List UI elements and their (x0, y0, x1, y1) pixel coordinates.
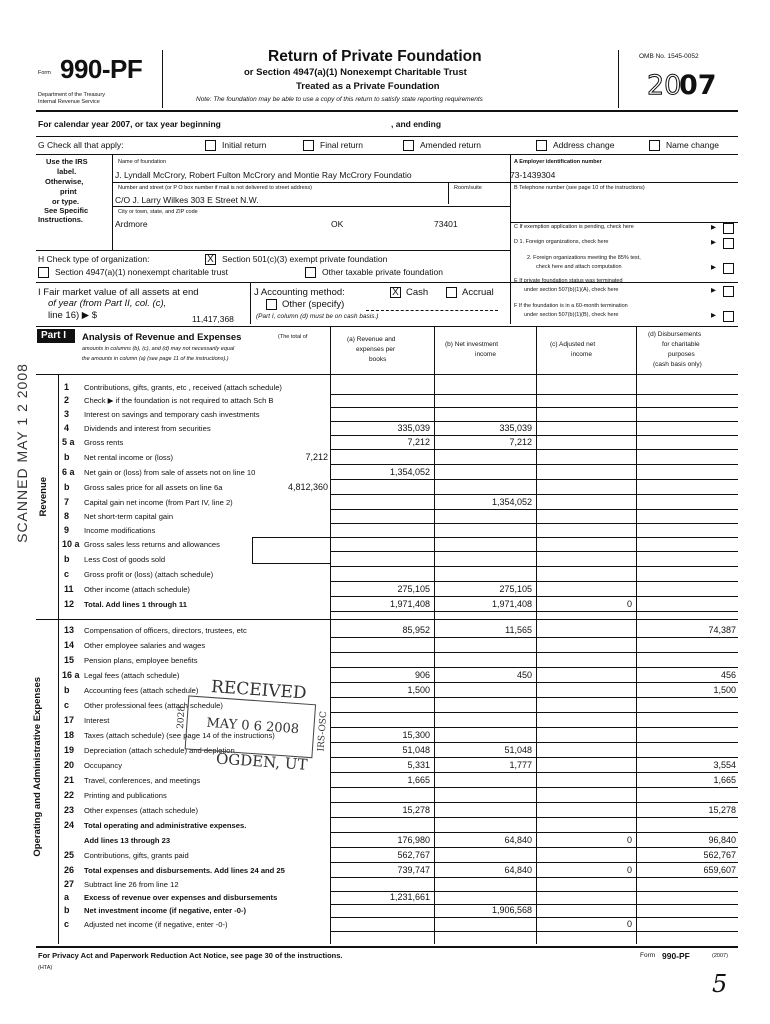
omb-number: OMB No. 1545-0052 (639, 53, 699, 60)
part-i-title: Analysis of Revenue and Expenses (82, 332, 242, 343)
line-number: b (64, 905, 70, 915)
foreign-org-caption: D 1. Foreign organizations, check here (514, 239, 609, 245)
line-number: 17 (64, 715, 75, 725)
line-description: Adjusted net income (if negative, enter -0-) (84, 920, 228, 929)
amount-col-a[interactable]: 562,767 (397, 850, 430, 860)
line-number: a (64, 892, 70, 902)
city-caption: City or town, state, and ZIP code (118, 209, 198, 215)
termination-60-caption-1: F If the foundation is in a 60-month termination (514, 303, 628, 309)
final-return-checkbox[interactable] (303, 140, 314, 151)
col-d-header-2: for charitable (662, 341, 700, 348)
col-a-header-1: (a) Revenue and (347, 336, 396, 343)
line-number: 20 (64, 760, 75, 770)
col-d-header-4: (cash basis only) (653, 361, 702, 368)
line-number: 10 a (62, 539, 80, 549)
amount-col-d[interactable]: 1,665 (713, 775, 736, 785)
zip-code: 73401 (434, 219, 458, 229)
amount-col-b[interactable]: 11,565 (505, 625, 532, 635)
terminated-caption-1: E If private foundation status was terminated (514, 278, 623, 284)
amount-col-c[interactable]: 0 (626, 835, 632, 845)
line-description: Subtract line 26 from line 12 (84, 880, 179, 889)
amount-col-b[interactable]: 64,840 (504, 865, 532, 875)
calendar-year-line: For calendar year 2007, or tax year beginning (38, 119, 221, 129)
amount-col-c[interactable]: 0 (626, 865, 632, 875)
form-note: Note: The foundation may be able to use a copy of this return to satisfy state reporting requirements (196, 96, 483, 103)
amount-col-a[interactable]: 1,971,408 (389, 599, 430, 609)
line-number: 25 (64, 850, 75, 860)
label-block-7: Instructions. (38, 215, 84, 224)
label-block-5: or type. (52, 197, 80, 206)
line-number: 1 (64, 382, 70, 392)
amount-col-d[interactable]: 456 (720, 670, 736, 680)
col-a-header-2: expenses per (356, 346, 396, 353)
foreign-85-caption-1: 2. Foreign organizations meeting the 85% test, (527, 255, 641, 261)
amount-col-d[interactable]: 74,387 (708, 625, 736, 635)
inline-amount[interactable]: 7,212 (305, 452, 328, 462)
line-number: 9 (64, 525, 70, 535)
amount-col-b[interactable]: 1,354,052 (491, 497, 532, 507)
line-number: 8 (64, 511, 70, 521)
amount-col-a[interactable]: 85,952 (402, 625, 430, 635)
amount-col-b[interactable]: 335,039 (499, 423, 532, 433)
terminated-caption-2: under section 507(b)(1)(A), check here (524, 287, 619, 293)
arrow-icon: ▶ (711, 264, 716, 271)
section-4947-label: Section 4947(a)(1) nonexempt charitable trust (55, 267, 228, 277)
line-description: Printing and publications (84, 791, 167, 800)
line-description: Gross sales less returns and allowances (84, 540, 220, 549)
line-number: 26 (64, 865, 75, 875)
label-block-4: print (60, 187, 77, 196)
received-stamp-title: RECEIVED (210, 676, 308, 704)
line-description: Gross sales price for all assets on line 6a (84, 483, 223, 492)
amended-return-label: Amended return (420, 140, 481, 150)
received-stamp (175, 677, 332, 787)
part-i-sub-2: the amounts in column (a) (see page 11 of the instructions).) (82, 356, 229, 362)
line-description: Less Cost of goods sold (84, 555, 166, 564)
line-number: b (64, 554, 70, 564)
col-c-header-1: (c) Adjusted net (550, 341, 596, 348)
other-taxable-checkbox[interactable] (305, 267, 316, 278)
initial-return-label: Initial return (222, 140, 267, 150)
terminated-checkbox[interactable] (723, 286, 734, 297)
col-a-header-3: books (369, 356, 387, 363)
exemption-pending-caption: C If exemption application is pending, check here (514, 224, 634, 230)
ein-caption: A Employer identification number (514, 159, 602, 165)
dept-irs: Internal Revenue Service (38, 99, 100, 105)
line-description: Interest (84, 716, 110, 725)
dept-treasury: Department of the Treasury (38, 92, 105, 98)
foreign-org-checkbox[interactable] (723, 238, 734, 249)
line-number: c (64, 919, 70, 929)
line-description: Total. Add lines 1 through 11 (84, 600, 187, 609)
amount-col-a[interactable]: 1,354,052 (389, 467, 430, 477)
room-caption: Room/suite (454, 185, 482, 191)
accrual-method-label: Accrual (462, 287, 494, 298)
label-block-1: Use the IRS (46, 157, 88, 166)
line-description: Interest on savings and temporary cash investments (84, 410, 260, 419)
line-description: Other income (attach schedule) (84, 585, 190, 594)
name-change-checkbox[interactable] (649, 140, 660, 151)
amount-col-b[interactable]: 7,212 (509, 437, 532, 447)
form-label: Form (38, 70, 51, 76)
col-b-header-1: (b) Net investment (445, 341, 499, 348)
col-d-header-1: (d) Disbursements (648, 331, 702, 338)
hta-label: (HTA) (38, 965, 53, 971)
other-taxable-label: Other taxable private foundation (322, 267, 443, 277)
line-number: 13 (64, 625, 75, 635)
foundation-name: J. Lyndall McCrory, Robert Fulton McCrory and Montie Ray McCrory Foundatio (115, 170, 412, 180)
line-description: Other professional fees (attach schedule) (84, 701, 223, 710)
label-block-2: label. (57, 167, 77, 176)
part-i-label: Part I (41, 330, 67, 341)
line-description: Compensation of officers, directors, trustees, etc (84, 626, 247, 635)
other-method-checkbox[interactable] (266, 299, 277, 310)
footer-form-number: 990-PF (662, 951, 690, 961)
termination-60-caption-2: under section 507(b)(1)(B), check here (524, 312, 619, 318)
line-number: 21 (64, 775, 75, 785)
line-description: Gross rents (84, 438, 124, 447)
line-description: Dividends and interest from securities (84, 424, 211, 433)
amount-col-b[interactable]: 51,048 (504, 745, 532, 755)
amount-col-b[interactable]: 1,971,408 (491, 599, 532, 609)
line-number: 27 (64, 879, 75, 889)
amount-col-a[interactable]: 1,665 (407, 775, 430, 785)
tax-year-prefix: 20 (647, 70, 682, 101)
line-description: Add lines 13 through 23 (84, 836, 171, 845)
line-number: 18 (64, 730, 75, 740)
line-description: Other expenses (attach schedule) (84, 806, 198, 815)
line-description: Legal fees (attach schedule) (84, 671, 180, 680)
amended-return-checkbox[interactable] (403, 140, 414, 151)
col-d-header-3: purposes (668, 351, 695, 358)
amount-col-a[interactable]: 1,231,661 (389, 892, 430, 902)
calendar-ending: , and ending (391, 119, 442, 129)
page-mark: 5 (712, 970, 728, 998)
col-c-header-2: income (571, 351, 592, 358)
part-i-title-note: (The total of (278, 334, 308, 340)
form-number: 990-PF (60, 54, 143, 84)
line-number: 19 (64, 745, 75, 755)
amount-col-a[interactable]: 275,105 (397, 584, 430, 594)
amount-col-b[interactable]: 1,906,568 (491, 905, 532, 915)
cash-method-checkbox[interactable]: X (390, 287, 401, 298)
telephone-caption: B Telephone number (see page 10 of the instructions) (514, 185, 645, 191)
line-description: Excess of revenue over expenses and disbursements (84, 893, 278, 902)
privacy-notice: For Privacy Act and Paperwork Reduction Act Notice, see page 30 of the instructions. (38, 951, 343, 960)
accrual-method-checkbox[interactable] (446, 287, 457, 298)
amount-col-c[interactable]: 0 (626, 919, 632, 929)
amount-col-b[interactable]: 64,840 (504, 835, 532, 845)
amount-col-b[interactable]: 1,777 (509, 760, 532, 770)
section-501c3-checkbox[interactable]: X (205, 254, 216, 265)
amount-col-b[interactable]: 450 (516, 670, 532, 680)
h-label: H Check type of organization: (38, 254, 150, 264)
street-address: C/O J. Larry Wilkes 303 E Street N.W. (115, 195, 259, 205)
amount-col-a[interactable]: 1,500 (407, 685, 430, 695)
received-stamp-code: 2028 (176, 705, 188, 730)
amount-col-a[interactable]: 5,331 (407, 760, 430, 770)
line-description: Income modifications (84, 526, 156, 535)
col-b-header-2: income (475, 351, 496, 358)
line-number: 6 a (62, 467, 75, 477)
line-number: 7 (64, 497, 70, 507)
revenue-side-label: Revenue (38, 476, 50, 517)
line-description: Net gain or (loss) from sale of assets not on line 10 (84, 468, 256, 477)
amount-col-d[interactable]: 15,278 (708, 805, 736, 815)
initial-return-checkbox[interactable] (205, 140, 216, 151)
line-description: Taxes (attach schedule) (see page 14 of the instructions) (84, 731, 275, 740)
label-block-6: See Specific (44, 206, 89, 215)
termination-60-checkbox[interactable] (723, 311, 734, 322)
exemption-pending-checkbox[interactable] (723, 223, 734, 234)
line-number: 11 (64, 584, 74, 594)
name-change-label: Name change (666, 140, 719, 150)
line-description: Contributions, gifts, grants, etc , received (attach schedule) (84, 383, 282, 392)
line-number: 23 (64, 805, 75, 815)
scanned-stamp: SCANNED MAY 1 2 2008 (13, 363, 30, 543)
amount-col-a[interactable]: 15,300 (402, 730, 430, 740)
cash-basis-note: (Part I, column (d) must be on cash basis.) (256, 313, 379, 320)
form-subtitle-2: Treated as a Private Foundation (296, 81, 440, 92)
line-number: 4 (64, 423, 70, 433)
amount-col-a[interactable]: 15,278 (402, 805, 430, 815)
line-description: Pension plans, employee benefits (84, 656, 198, 665)
line-description: Contributions, gifts, grants paid (84, 851, 189, 860)
foreign-85-checkbox[interactable] (723, 263, 734, 274)
line-number: 14 (64, 640, 75, 650)
amount-col-d[interactable]: 1,500 (713, 685, 736, 695)
arrow-icon: ▶ (711, 312, 716, 319)
cash-method-label: Cash (406, 287, 429, 298)
part-i-sub-1: amounts in columns (b), (c), and (d) may not necessarily equal (82, 346, 235, 352)
line-description: Check ▶ if the foundation is not required to attach Sch B (84, 396, 274, 405)
line-number: 16 a (62, 670, 80, 680)
state: OK (331, 219, 344, 229)
revenue-section (36, 374, 58, 618)
amount-col-d[interactable]: 659,607 (703, 865, 736, 875)
section-4947-checkbox[interactable] (38, 267, 49, 278)
form-subtitle-1: or Section 4947(a)(1) Nonexempt Charitable Trust (244, 67, 467, 78)
line-number: b (64, 482, 70, 492)
address-change-checkbox[interactable] (536, 140, 547, 151)
line-description: Capital gain net income (from Part IV, line 2) (84, 498, 233, 507)
ein-value: 73-1439304 (510, 170, 556, 180)
amount-col-a[interactable]: 51,048 (402, 745, 430, 755)
arrow-icon: ▶ (711, 224, 716, 231)
amount-col-d[interactable]: 562,767 (703, 850, 736, 860)
line-description: Other employee salaries and wages (84, 641, 206, 650)
amount-col-a[interactable]: 739,747 (397, 865, 430, 875)
fmv-label-2: of year (from Part II, col. (c), (48, 298, 167, 309)
received-stamp-side: IRS-OSC (316, 710, 330, 752)
amount-col-b[interactable]: 275,105 (499, 584, 532, 594)
line-number: b (64, 685, 70, 695)
line-number: b (64, 452, 70, 462)
arrow-icon: ▶ (711, 239, 716, 246)
fmv-label-1: I Fair market value of all assets at end (38, 287, 199, 298)
label-block-3: Otherwise, (45, 177, 84, 186)
footer-form-label: Form (640, 952, 656, 959)
line-number: 5 a (62, 437, 75, 447)
line-number: 3 (64, 409, 70, 419)
tax-year-suffix: 07 (679, 70, 717, 101)
line-number: c (64, 700, 70, 710)
line-description: Depreciation (attach schedule) and depletion (84, 746, 235, 755)
amount-col-a[interactable]: 176,980 (397, 835, 430, 845)
city: Ardmore (115, 219, 148, 229)
line-number: 2 (64, 395, 70, 405)
line-number: c (64, 569, 70, 579)
amount-col-a[interactable]: 7,212 (407, 437, 430, 447)
form-title: Return of Private Foundation (268, 48, 482, 65)
g-check-label: G Check all that apply: (38, 140, 124, 150)
line-description: Occupancy (84, 761, 122, 770)
line-number: 12 (64, 599, 75, 609)
line-description: Accounting fees (attach schedule) (84, 686, 199, 695)
arrow-icon: ▶ (711, 287, 716, 294)
line-description: Total expenses and disbursements. Add lines 24 and 25 (84, 866, 285, 875)
line-description: Net investment income (if negative, enter -0-) (84, 906, 247, 915)
expenses-side-label: Operating and Administrative Expenses (32, 676, 44, 857)
received-stamp-city: OGDEN, UT (215, 749, 309, 774)
received-stamp-date: MAY 0 6 2008 (205, 715, 300, 738)
section-501c3-label: Section 501(c)(3) exempt private foundation (222, 254, 388, 264)
amount-col-c[interactable]: 0 (626, 599, 632, 609)
amount-col-a[interactable]: 335,039 (397, 423, 430, 433)
line-description: Net rental income or (loss) (84, 453, 174, 462)
street-caption: Number and street (or P O box number if mail is not delivered to street address) (118, 185, 313, 191)
amount-col-d[interactable]: 96,840 (708, 835, 736, 845)
line-description: Gross profit or (loss) (attach schedule) (84, 570, 214, 579)
foreign-85-caption-2: check here and attach computation (536, 264, 622, 270)
accounting-method-label: J Accounting method: (254, 287, 345, 298)
line-number: 15 (64, 655, 75, 665)
line-number: 24 (64, 820, 75, 830)
amount-col-d[interactable]: 3,554 (713, 760, 736, 770)
name-caption: Name of foundation (118, 159, 167, 165)
line-description: Total operating and administrative expenses. (84, 821, 247, 830)
fmv-value: 11,417,368 (192, 314, 234, 324)
footer-form-year: (2007) (712, 953, 728, 959)
amount-col-a[interactable]: 906 (414, 670, 430, 680)
line-description: Net short-term capital gain (84, 512, 174, 521)
other-method-label: Other (specify) (282, 299, 345, 310)
line-number: 22 (64, 790, 75, 800)
line-description: Travel, conferences, and meetings (84, 776, 201, 785)
fmv-label-3: line 16) ▶ $ (48, 310, 98, 321)
inline-amount[interactable]: 4,812,360 (287, 482, 328, 492)
address-change-label: Address change (553, 140, 615, 150)
final-return-label: Final return (320, 140, 363, 150)
